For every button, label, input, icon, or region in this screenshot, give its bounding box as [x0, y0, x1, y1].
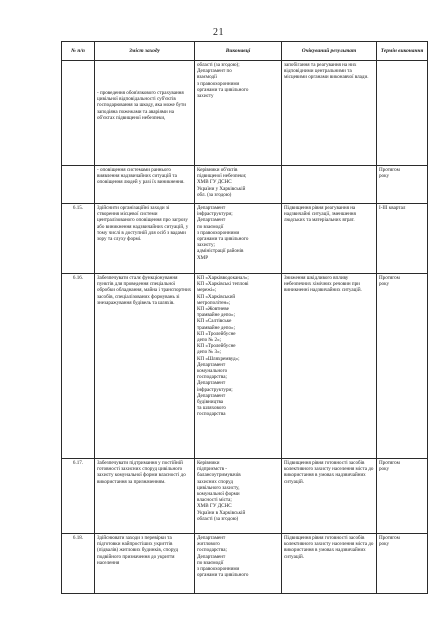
table-row [62, 274, 428, 459]
row-executors: Керівники об'єктів підвищеної небезпеки; ХМВ ГУ ДСНС України у Харківській обл. (за згодою) [195, 166, 282, 204]
row-number: 6.16. [62, 274, 95, 459]
row-number [62, 61, 95, 166]
row-content: Забезпечувати підтримання у постійній готовності захисних споруд цивільного захисту комунальної форми власності до використання за призначенням. [95, 459, 195, 534]
header-deadline: Термін виконання [377, 42, 428, 61]
header-number: № п/п [62, 42, 95, 61]
table-row [62, 459, 428, 534]
row-content: Здійснити організаційні заходи зі створення місцевої системи централізованого оповіщення про загрозу або виникнення надзвичайних ситуацій, у тому числі в доступній для осіб з вадами зору та слуху формі. [95, 204, 195, 274]
row-result: Підвищення рівня готовності засобів колективного захисту населення міста до використання в умовах надзвичайних ситуацій. [282, 459, 377, 534]
table-row [62, 61, 428, 166]
row-result: Підвищення рівня реагування на надзвичайні ситуації, зменшення людських та матеріальних втрат. [282, 204, 377, 274]
row-executors: Департамент інфраструктури; Департамент по взаємодії з правоохоронними органами та цивільного захисту; адміністрації районів ХМР [195, 204, 282, 274]
table-row [62, 534, 428, 594]
row-deadline: Протягом року [377, 459, 428, 534]
row-deadline: Протягом року [377, 166, 428, 204]
row-content [95, 61, 195, 166]
row-deadline: Протягом року [377, 274, 428, 459]
row-executors: Департамент житлового господарства; Департамент по взаємодії з правоохоронними органами та цивільного [195, 534, 282, 594]
measures-table [61, 41, 428, 594]
row-content-text: - проведення обов'язкового страхування цивільної відповідальності суб'єктів господарювання за шкоду, яка може бути заподіяна пожежами та аваріями на об'єктах підвищеної небезпеки, [97, 90, 186, 121]
header-content: Зміст заходу [95, 42, 195, 61]
row-number: 6.18. [62, 534, 95, 594]
row-content: - оповіщення системами раннього виявлення надзвичайних ситуацій та оповіщення людей у разі їх виникнення. [95, 166, 195, 204]
table-header-row [62, 42, 428, 61]
page-number: 21 [213, 27, 224, 38]
row-deadline: Протягом року [377, 534, 428, 594]
row-number: 6.15. [62, 204, 95, 274]
row-result: запобігання та реагування на них відповідними центральними та місцевими органами виконавчої влади. [282, 61, 377, 166]
row-deadline [377, 61, 428, 166]
row-content: Здійснювати заходи з перевірки та підготовки найпростіших укриттів (підвалів) житлових будинків, споруд подвійного призначення до укриття населення [95, 534, 195, 594]
row-result: Підвищення рівня готовності засобів колективного захисту населення міста до використання в умовах надзвичайних ситуацій. [282, 534, 377, 594]
row-number: 6.17. [62, 459, 95, 534]
header-executors: Виконавці [195, 42, 282, 61]
row-result: Зниження шкідливого впливу небезпечних хімічних речовин при виникненні надзвичайних ситуацій. [282, 274, 377, 459]
table-row [62, 204, 428, 274]
row-executors: КП «Харківводоканал»; КП «Харківські теплові мережі»; КП «Харківський метрополітен»; КП «Жовтневе трамвайне депо»; КП «Салтівське трамвайне депо»; КП «Тролейбусне депо № 2»; КП «Тролейбусне депо № 3»; КП «Шляхремвуд»; Департамент комунального господарства; Департамент інфраструктури; Департамент будівництва та шляхового господарства [195, 274, 282, 459]
row-deadline: І-ІІІ квартал [377, 204, 428, 274]
row-result [282, 166, 377, 204]
header-result: Очікуваний результат [282, 42, 377, 61]
table-row [62, 166, 428, 204]
row-executors: Керівники підприємств - балансоутримувачів захисних споруд цивільного захисту, комунальної форми власності міста; ХМВ ГУ ДСНС України в Харківській області (за згодою) [195, 459, 282, 534]
row-number [62, 166, 95, 204]
row-content: Забезпечувати сталє функціонування пунктів для проведення спеціальної обробки обладнання, майна і транспортних засобів, спеціалізованих формувань зі знезаражування будівель та шляхів. [95, 274, 195, 459]
row-executors: області (за згодою); Департамент по взаємодії з правоохоронними органами та цивільного захисту [195, 61, 282, 166]
